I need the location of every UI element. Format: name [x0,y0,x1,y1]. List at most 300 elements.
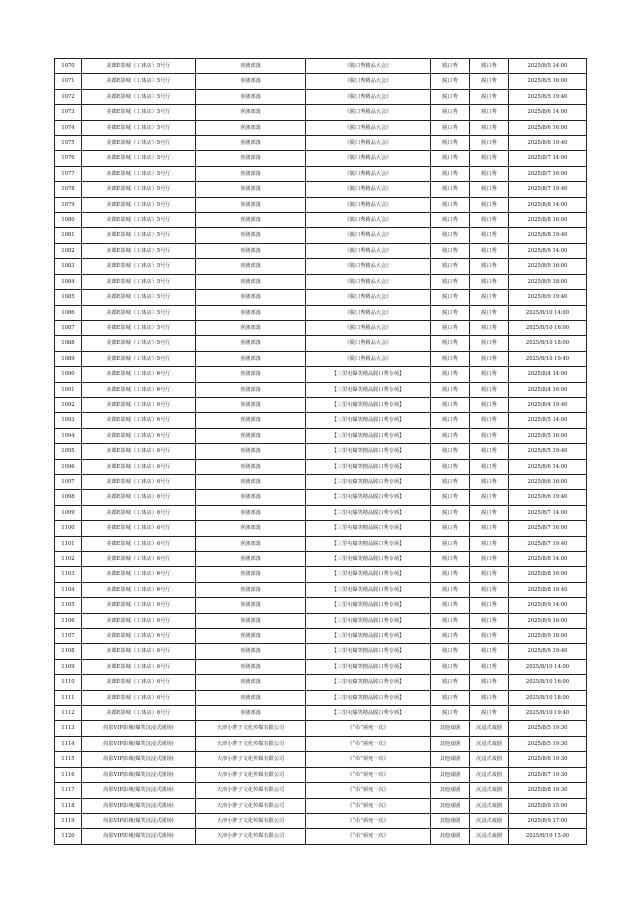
cell-organizer: 喜剧部落 [196,536,306,551]
cell-row-number: 1092 [55,397,82,412]
table-row [55,259,587,274]
cell-organizer: 喜剧部落 [196,582,306,597]
cell-category: 脱口秀 [431,474,470,489]
cell-row-number: 1112 [55,706,82,721]
cell-venue: 尚影VIP影城(爆笑沉浸式剧场) [82,767,196,782]
cell-show-time: 2025/8/9 17:00 [509,813,587,828]
cell-category: 其他戏剧 [431,783,470,798]
table-row [55,829,587,844]
cell-show-time: 2025/8/9 19:40 [509,644,587,659]
cell-show-title: 《脱口秀精品大会》 [306,351,431,366]
cell-show-time: 2025/8/7 14:00 [509,151,587,166]
cell-category: 脱口秀 [431,567,470,582]
cell-subcategory: 脱口秀 [470,444,509,459]
cell-venue: 美都E影城（工体店）6号厅 [82,567,196,582]
cell-organizer: 喜剧部落 [196,490,306,505]
cell-venue: 美都E影城（工体店）6号厅 [82,582,196,597]
cell-organizer: 喜剧部落 [196,259,306,274]
cell-show-time: 2025/8/10 16:00 [509,320,587,335]
cell-subcategory: 脱口秀 [470,151,509,166]
table-row [55,197,587,212]
cell-category: 脱口秀 [431,336,470,351]
table-row [55,613,587,628]
cell-organizer: 天津小胖子文化传媒有限公司 [196,752,306,767]
cell-venue: 美都E影城（工体店）5号厅 [82,59,196,74]
cell-organizer: 喜剧部落 [196,397,306,412]
cell-category: 脱口秀 [431,706,470,721]
cell-organizer: 喜剧部落 [196,552,306,567]
cell-show-title: 【三里屯爆笑精品脱口秀专场】 [306,505,431,520]
cell-organizer: 喜剧部落 [196,197,306,212]
cell-organizer: 喜剧部落 [196,151,306,166]
table-row [55,767,587,782]
cell-row-number: 1099 [55,505,82,520]
cell-subcategory: 脱口秀 [470,706,509,721]
cell-show-time: 2025/8/9 18:00 [509,629,587,644]
cell-row-number: 1096 [55,459,82,474]
cell-show-title: 《脱口秀精品大会》 [306,59,431,74]
cell-subcategory: 脱口秀 [470,228,509,243]
cell-venue: 美都E影城（工体店）6号厅 [82,706,196,721]
cell-row-number: 1108 [55,644,82,659]
cell-row-number: 1107 [55,629,82,644]
cell-venue: 美都E影城（工体店）6号厅 [82,675,196,690]
cell-subcategory: 脱口秀 [470,505,509,520]
cell-venue: 美都E影城（工体店）5号厅 [82,74,196,89]
cell-show-time: 2025/8/6 19:30 [509,752,587,767]
cell-venue: 尚影VIP影城(爆笑沉浸式剧场) [82,798,196,813]
cell-show-time: 2025/8/7 16:00 [509,521,587,536]
cell-row-number: 1079 [55,197,82,212]
cell-row-number: 1083 [55,259,82,274]
cell-subcategory: 脱口秀 [470,382,509,397]
cell-subcategory: 脱口秀 [470,305,509,320]
table-row [55,644,587,659]
cell-show-time: 2025/8/4 16:00 [509,382,587,397]
cell-show-time: 2025/8/5 14:00 [509,59,587,74]
cell-venue: 美都E影城（工体店）5号厅 [82,89,196,104]
cell-organizer: 喜剧部落 [196,105,306,120]
cell-organizer: 喜剧部落 [196,290,306,305]
cell-subcategory: 脱口秀 [470,351,509,366]
table-row [55,74,587,89]
cell-row-number: 1098 [55,490,82,505]
cell-venue: 美都E影城（工体店）5号厅 [82,228,196,243]
cell-organizer: 喜剧部落 [196,166,306,181]
cell-venue: 尚影VIP影城(爆笑沉浸式剧场) [82,721,196,736]
table-row [55,675,587,690]
cell-organizer: 喜剧部落 [196,182,306,197]
table-row [55,382,587,397]
cell-row-number: 1082 [55,243,82,258]
cell-show-title: 【三里屯爆笑精品脱口秀专场】 [306,567,431,582]
cell-category: 其他戏剧 [431,813,470,828]
cell-row-number: 1090 [55,367,82,382]
cell-show-title: 《脱口秀精品大会》 [306,182,431,197]
cell-subcategory: 沉浸式戏剧 [470,752,509,767]
cell-category: 脱口秀 [431,290,470,305]
cell-category: 其他戏剧 [431,721,470,736]
cell-organizer: 喜剧部落 [196,136,306,151]
cell-category: 脱口秀 [431,120,470,135]
cell-category: 脱口秀 [431,613,470,628]
cell-organizer: 天津小胖子文化传媒有限公司 [196,767,306,782]
cell-subcategory: 沉浸式戏剧 [470,813,509,828]
table-row [55,567,587,582]
cell-venue: 美都E影城（工体店）6号厅 [82,428,196,443]
cell-show-title: 《脱口秀精品大会》 [306,197,431,212]
cell-show-title: 【三里屯爆笑精品脱口秀专场】 [306,690,431,705]
cell-row-number: 1119 [55,813,82,828]
table-row [55,336,587,351]
cell-show-time: 2025/8/8 19:40 [509,582,587,597]
cell-category: 脱口秀 [431,521,470,536]
cell-organizer: 喜剧部落 [196,213,306,228]
cell-category: 脱口秀 [431,444,470,459]
cell-row-number: 1104 [55,582,82,597]
cell-organizer: 天津小胖子文化传媒有限公司 [196,829,306,844]
table-row [55,552,587,567]
cell-organizer: 喜剧部落 [196,336,306,351]
cell-show-time: 2025/8/7 19:30 [509,767,587,782]
cell-row-number: 1078 [55,182,82,197]
cell-subcategory: 脱口秀 [470,367,509,382]
cell-organizer: 喜剧部落 [196,629,306,644]
cell-show-title: 【三里屯爆笑精品脱口秀专场】 [306,675,431,690]
cell-show-time: 2025/8/6 14:00 [509,459,587,474]
cell-organizer: 喜剧部落 [196,74,306,89]
cell-show-title: 【三里屯爆笑精品脱口秀专场】 [306,382,431,397]
cell-subcategory: 沉浸式戏剧 [470,736,509,751]
cell-row-number: 1115 [55,752,82,767]
cell-category: 脱口秀 [431,552,470,567]
cell-subcategory: 脱口秀 [470,274,509,289]
cell-show-time: 2025/8/7 16:00 [509,166,587,181]
cell-show-time: 2025/8/10 18:00 [509,336,587,351]
table-row [55,505,587,520]
cell-show-title: 《脱口秀精品大会》 [306,166,431,181]
cell-category: 脱口秀 [431,490,470,505]
cell-category: 脱口秀 [431,59,470,74]
cell-category: 脱口秀 [431,259,470,274]
cell-organizer: 喜剧部落 [196,274,306,289]
table-row [55,490,587,505]
cell-venue: 美都E影城（工体店）6号厅 [82,367,196,382]
cell-subcategory: 脱口秀 [470,659,509,674]
cell-venue: 美都E影城（工体店）6号厅 [82,536,196,551]
table-row [55,166,587,181]
cell-show-time: 2025/8/5 14:00 [509,413,587,428]
cell-subcategory: 沉浸式戏剧 [470,783,509,798]
cell-show-time: 2025/8/4 14:00 [509,367,587,382]
cell-show-title: 【三里屯爆笑精品脱口秀专场】 [306,428,431,443]
table-row [55,151,587,166]
table-row [55,120,587,135]
cell-show-title: 《脱口秀精品大会》 [306,320,431,335]
table-row [55,413,587,428]
cell-subcategory: 脱口秀 [470,413,509,428]
cell-show-title: 《脱口秀精品大会》 [306,89,431,104]
cell-row-number: 1070 [55,59,82,74]
cell-category: 脱口秀 [431,536,470,551]
cell-show-title: 《“币”须死一次》 [306,783,431,798]
cell-row-number: 1087 [55,320,82,335]
cell-subcategory: 脱口秀 [470,536,509,551]
cell-show-title: 【三里屯爆笑精品脱口秀专场】 [306,397,431,412]
cell-venue: 美都E影城（工体店）5号厅 [82,213,196,228]
cell-show-title: 【三里屯爆笑精品脱口秀专场】 [306,706,431,721]
cell-show-time: 2025/8/8 19:40 [509,228,587,243]
cell-category: 脱口秀 [431,74,470,89]
cell-venue: 美都E影城（工体店）6号厅 [82,459,196,474]
table-body [55,59,587,845]
cell-row-number: 1114 [55,736,82,751]
cell-organizer: 天津小胖子文化传媒有限公司 [196,798,306,813]
table-row [55,243,587,258]
schedule-sheet [54,58,586,845]
cell-subcategory: 脱口秀 [470,521,509,536]
cell-show-title: 【三里屯爆笑精品脱口秀专场】 [306,444,431,459]
cell-venue: 美都E影城（工体店）5号厅 [82,182,196,197]
cell-show-title: 《脱口秀精品大会》 [306,274,431,289]
table-row [55,274,587,289]
cell-organizer: 喜剧部落 [196,613,306,628]
cell-category: 其他戏剧 [431,829,470,844]
cell-venue: 美都E影城（工体店）6号厅 [82,690,196,705]
cell-organizer: 喜剧部落 [196,243,306,258]
cell-organizer: 喜剧部落 [196,320,306,335]
cell-show-time: 2025/8/9 16:00 [509,613,587,628]
cell-category: 脱口秀 [431,351,470,366]
cell-row-number: 1102 [55,552,82,567]
cell-show-time: 2025/8/5 19:40 [509,89,587,104]
cell-category: 脱口秀 [431,320,470,335]
table-row [55,690,587,705]
cell-show-title: 《脱口秀精品大会》 [306,290,431,305]
cell-show-time: 2025/8/6 16:00 [509,120,587,135]
cell-organizer: 天津小胖子文化传媒有限公司 [196,783,306,798]
cell-venue: 尚影VIP影城(爆笑沉浸式剧场) [82,813,196,828]
cell-category: 脱口秀 [431,89,470,104]
table-row [55,721,587,736]
cell-subcategory: 脱口秀 [470,320,509,335]
cell-organizer: 喜剧部落 [196,413,306,428]
cell-subcategory: 脱口秀 [470,397,509,412]
cell-category: 脱口秀 [431,413,470,428]
cell-row-number: 1095 [55,444,82,459]
cell-show-time: 2025/8/9 19:40 [509,290,587,305]
cell-show-title: 《脱口秀精品大会》 [306,74,431,89]
cell-row-number: 1109 [55,659,82,674]
cell-show-title: 【三里屯爆笑精品脱口秀专场】 [306,644,431,659]
table-row [55,752,587,767]
cell-organizer: 喜剧部落 [196,644,306,659]
cell-row-number: 1101 [55,536,82,551]
cell-row-number: 1110 [55,675,82,690]
cell-show-time: 2025/8/7 14:00 [509,505,587,520]
cell-subcategory: 脱口秀 [470,197,509,212]
cell-row-number: 1105 [55,598,82,613]
cell-venue: 美都E影城（工体店）6号厅 [82,644,196,659]
cell-venue: 美都E影城（工体店）5号厅 [82,243,196,258]
cell-show-title: 《“币”须死一次》 [306,721,431,736]
cell-show-title: 【三里屯爆笑精品脱口秀专场】 [306,629,431,644]
cell-organizer: 喜剧部落 [196,444,306,459]
cell-venue: 美都E影城（工体店）6号厅 [82,413,196,428]
cell-category: 其他戏剧 [431,752,470,767]
cell-subcategory: 脱口秀 [470,675,509,690]
cell-show-time: 2025/8/10 14:00 [509,305,587,320]
cell-show-title: 【三里屯爆笑精品脱口秀专场】 [306,413,431,428]
cell-show-time: 2025/8/5 19:40 [509,444,587,459]
table-row [55,182,587,197]
table-row [55,736,587,751]
cell-venue: 美都E影城（工体店）5号厅 [82,120,196,135]
cell-row-number: 1111 [55,690,82,705]
cell-subcategory: 脱口秀 [470,259,509,274]
cell-show-title: 《脱口秀精品大会》 [306,228,431,243]
cell-organizer: 喜剧部落 [196,598,306,613]
cell-row-number: 1074 [55,120,82,135]
cell-show-time: 2025/8/8 19:30 [509,783,587,798]
cell-row-number: 1106 [55,613,82,628]
cell-show-title: 【三里屯爆笑精品脱口秀专场】 [306,582,431,597]
performance-schedule-table [54,58,587,845]
cell-venue: 美都E影城（工体店）6号厅 [82,659,196,674]
cell-subcategory: 脱口秀 [470,59,509,74]
table-row [55,305,587,320]
cell-organizer: 喜剧部落 [196,505,306,520]
cell-category: 脱口秀 [431,182,470,197]
table-row [55,428,587,443]
cell-subcategory: 脱口秀 [470,166,509,181]
table-row [55,783,587,798]
cell-show-time: 2025/8/5 16:00 [509,428,587,443]
cell-show-time: 2025/8/7 19:40 [509,536,587,551]
cell-row-number: 1086 [55,305,82,320]
table-row [55,629,587,644]
cell-subcategory: 脱口秀 [470,690,509,705]
cell-category: 脱口秀 [431,243,470,258]
cell-venue: 美都E影城（工体店）5号厅 [82,151,196,166]
cell-show-time: 2025/8/4 19:40 [509,397,587,412]
cell-category: 脱口秀 [431,428,470,443]
cell-row-number: 1116 [55,767,82,782]
cell-category: 脱口秀 [431,305,470,320]
cell-venue: 尚影VIP影城(爆笑沉浸式剧场) [82,783,196,798]
cell-row-number: 1081 [55,228,82,243]
cell-row-number: 1085 [55,290,82,305]
cell-organizer: 喜剧部落 [196,305,306,320]
cell-venue: 美都E影城（工体店）5号厅 [82,136,196,151]
cell-show-time: 2025/8/6 19:40 [509,490,587,505]
cell-row-number: 1113 [55,721,82,736]
cell-show-title: 【三里屯爆笑精品脱口秀专场】 [306,552,431,567]
cell-category: 其他戏剧 [431,798,470,813]
cell-show-title: 《脱口秀精品大会》 [306,243,431,258]
cell-show-title: 【三里屯爆笑精品脱口秀专场】 [306,490,431,505]
cell-row-number: 1120 [55,829,82,844]
cell-show-title: 《脱口秀精品大会》 [306,105,431,120]
cell-row-number: 1117 [55,783,82,798]
cell-show-title: 《“币”须死一次》 [306,767,431,782]
cell-organizer: 天津小胖子文化传媒有限公司 [196,813,306,828]
cell-venue: 美都E影城（工体店）6号厅 [82,521,196,536]
cell-show-time: 2025/8/10 16:00 [509,675,587,690]
cell-venue: 美都E影城（工体店）6号厅 [82,490,196,505]
cell-show-time: 2025/8/6 19:40 [509,136,587,151]
cell-show-time: 2025/8/9 18:00 [509,274,587,289]
cell-subcategory: 沉浸式戏剧 [470,767,509,782]
cell-show-time: 2025/8/9 14:00 [509,243,587,258]
cell-subcategory: 脱口秀 [470,613,509,628]
table-row [55,89,587,104]
cell-show-title: 《“币”须死一次》 [306,736,431,751]
cell-venue: 美都E影城（工体店）5号厅 [82,305,196,320]
cell-subcategory: 脱口秀 [470,336,509,351]
cell-subcategory: 脱口秀 [470,629,509,644]
cell-organizer: 喜剧部落 [196,675,306,690]
cell-row-number: 1077 [55,166,82,181]
cell-subcategory: 脱口秀 [470,243,509,258]
cell-venue: 美都E影城（工体店）5号厅 [82,259,196,274]
cell-subcategory: 脱口秀 [470,428,509,443]
cell-subcategory: 脱口秀 [470,136,509,151]
cell-venue: 美都E影城（工体店）6号厅 [82,397,196,412]
cell-row-number: 1071 [55,74,82,89]
cell-venue: 尚影VIP影城(爆笑沉浸式剧场) [82,829,196,844]
cell-row-number: 1076 [55,151,82,166]
cell-category: 脱口秀 [431,629,470,644]
cell-category: 其他戏剧 [431,767,470,782]
cell-show-time: 2025/8/6 16:00 [509,474,587,489]
cell-show-time: 2025/8/10 19:40 [509,351,587,366]
cell-row-number: 1118 [55,798,82,813]
cell-venue: 美都E影城（工体店）6号厅 [82,505,196,520]
cell-show-time: 2025/8/5 19:30 [509,721,587,736]
cell-show-title: 【三里屯爆笑精品脱口秀专场】 [306,659,431,674]
cell-show-title: 《脱口秀精品大会》 [306,259,431,274]
cell-category: 脱口秀 [431,213,470,228]
cell-show-time: 2025/8/6 14:00 [509,105,587,120]
cell-category: 脱口秀 [431,367,470,382]
cell-subcategory: 脱口秀 [470,74,509,89]
cell-category: 脱口秀 [431,582,470,597]
cell-show-title: 【三里屯爆笑精品脱口秀专场】 [306,459,431,474]
cell-show-time: 2025/8/9 14:00 [509,598,587,613]
cell-subcategory: 沉浸式戏剧 [470,798,509,813]
table-row [55,521,587,536]
cell-show-time: 2025/8/8 16:00 [509,213,587,228]
cell-show-title: 【三里屯爆笑精品脱口秀专场】 [306,521,431,536]
cell-organizer: 喜剧部落 [196,474,306,489]
cell-venue: 美都E影城（工体店）6号厅 [82,598,196,613]
cell-category: 脱口秀 [431,382,470,397]
cell-venue: 尚影VIP影城(爆笑沉浸式剧场) [82,752,196,767]
cell-row-number: 1094 [55,428,82,443]
cell-row-number: 1093 [55,413,82,428]
cell-organizer: 喜剧部落 [196,120,306,135]
cell-organizer: 喜剧部落 [196,706,306,721]
cell-organizer: 天津小胖子文化传媒有限公司 [196,721,306,736]
cell-row-number: 1072 [55,89,82,104]
cell-organizer: 喜剧部落 [196,690,306,705]
cell-row-number: 1084 [55,274,82,289]
cell-venue: 美都E影城（工体店）6号厅 [82,444,196,459]
cell-show-time: 2025/8/10 14:00 [509,659,587,674]
cell-subcategory: 脱口秀 [470,213,509,228]
cell-subcategory: 脱口秀 [470,552,509,567]
